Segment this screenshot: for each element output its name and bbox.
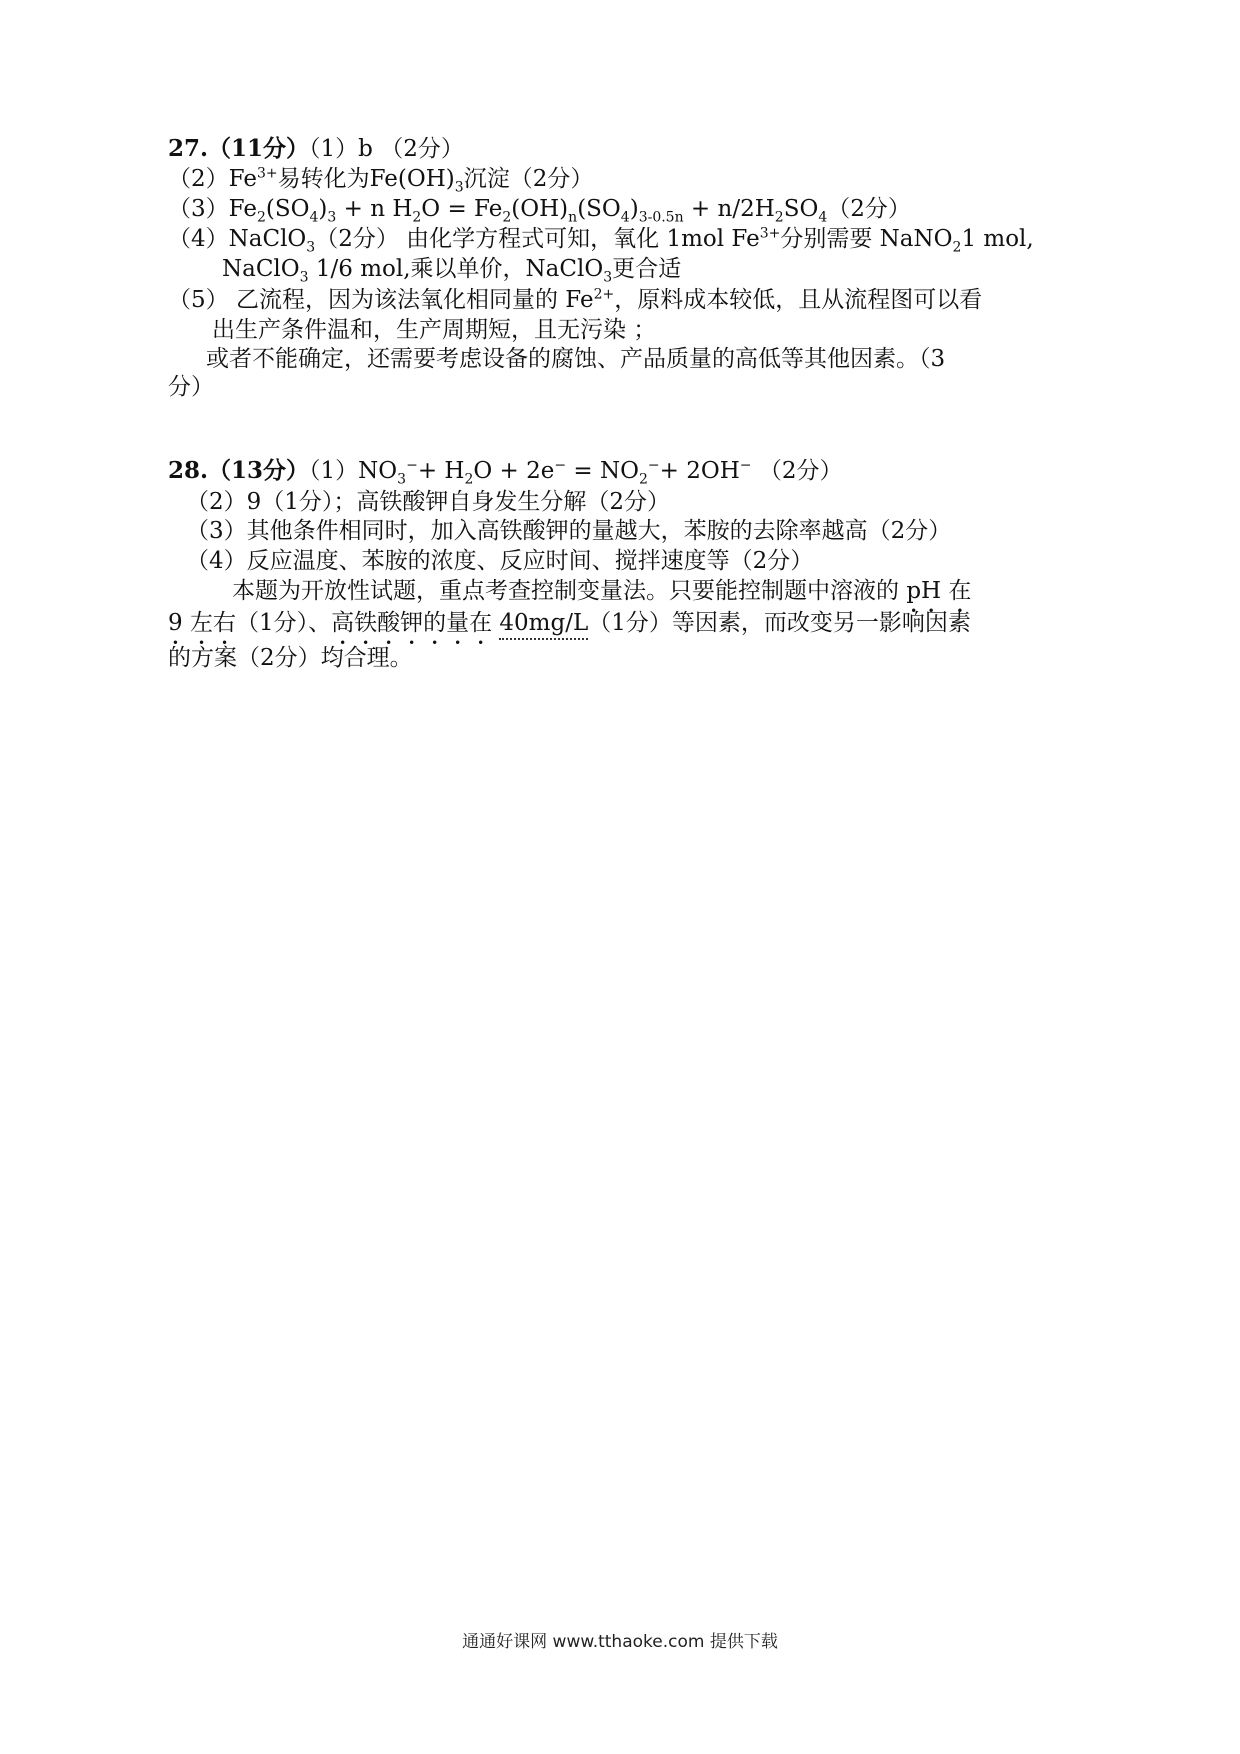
q28-part2: （2）9（1分）；高铁酸钾自身发生分解（2分） (186, 489, 671, 515)
q27-part5-line1: （5） 乙流程，因为该法氧化相同量的 $Fe^{2+}$，原料成本较低，且从流程图可以看 (168, 286, 983, 313)
q28-note-line2: 9 左右（1分）、高铁酸钾的量在 40mg/L（1分）等因素，而改变另一影响因素 (168, 607, 971, 650)
q28-part3: （3）其他条件相同时，加入高铁酸钾的量越大，苯胺的去除率越高（2分） (186, 518, 952, 544)
emphasis-40mgl: 40mg/L (499, 610, 588, 640)
q28-line-1: 28.（13分）$(1)NO_3^-+ H_2O + 2e^- = NO_2^-+ 2OH^-$ （2分） (168, 457, 843, 488)
q27-part5-line4: 分） (168, 374, 214, 400)
q28-note-line1: 本题为开放性试题，重点考查控制变量法。只要能控制题中溶液的 pH 在 (232, 578, 972, 604)
q27-part4-line2: NaClO$_3$ 1/6 mol,乘以单价，NaClO$_3$更合适 (222, 256, 682, 286)
q27-line-1 (168, 133, 464, 165)
emphasis-ph: pH 在 (906, 578, 972, 604)
q28-note-line3: 的方案（2分）均合理。 (168, 645, 413, 671)
emphasis-value-9: 9 左右 (168, 610, 236, 636)
q27-part3-equation: $(3)Fe_2(SO_4)_3 + n$ $H_2O = Fe_2(OH)_n(SO_4)_{3-0.5n} + n/2H_2SO_4(2$分） (168, 196, 911, 226)
q27-part1: （1）b （2分） (309, 136, 464, 162)
q27-part5-line2: 出生产条件温和，生产周期短，且无污染 ； (212, 317, 657, 343)
q27-part5-line3: 或者不能确定，还需要考虑设备的腐蚀、产品质量的高低等其他因素。（3 (206, 346, 946, 372)
q27-part2: $(2)Fe^{3+}$易转化为$Fe(OH)_3$沉淀（2分） (168, 165, 594, 196)
emphasis-potassium-ferrate: 高铁酸钾的量在 (331, 610, 493, 636)
page-footer: 通通好课网 www.tthaoke.com 提供下载 (462, 1632, 778, 1652)
q27-heading: 27.（11分） (168, 135, 310, 162)
q27-part4-line1: （4）NaClO$_3$（2分） 由化学方程式可知，氧化 1mol $Fe^{3+}$分别需要 NaNO$_2$1 mol, (168, 225, 1034, 256)
q28-part4: （4）反应温度、苯胺的浓度、反应时间、搅拌速度等（2分） (186, 548, 814, 574)
q28-heading: 28.（13分） (168, 457, 310, 484)
